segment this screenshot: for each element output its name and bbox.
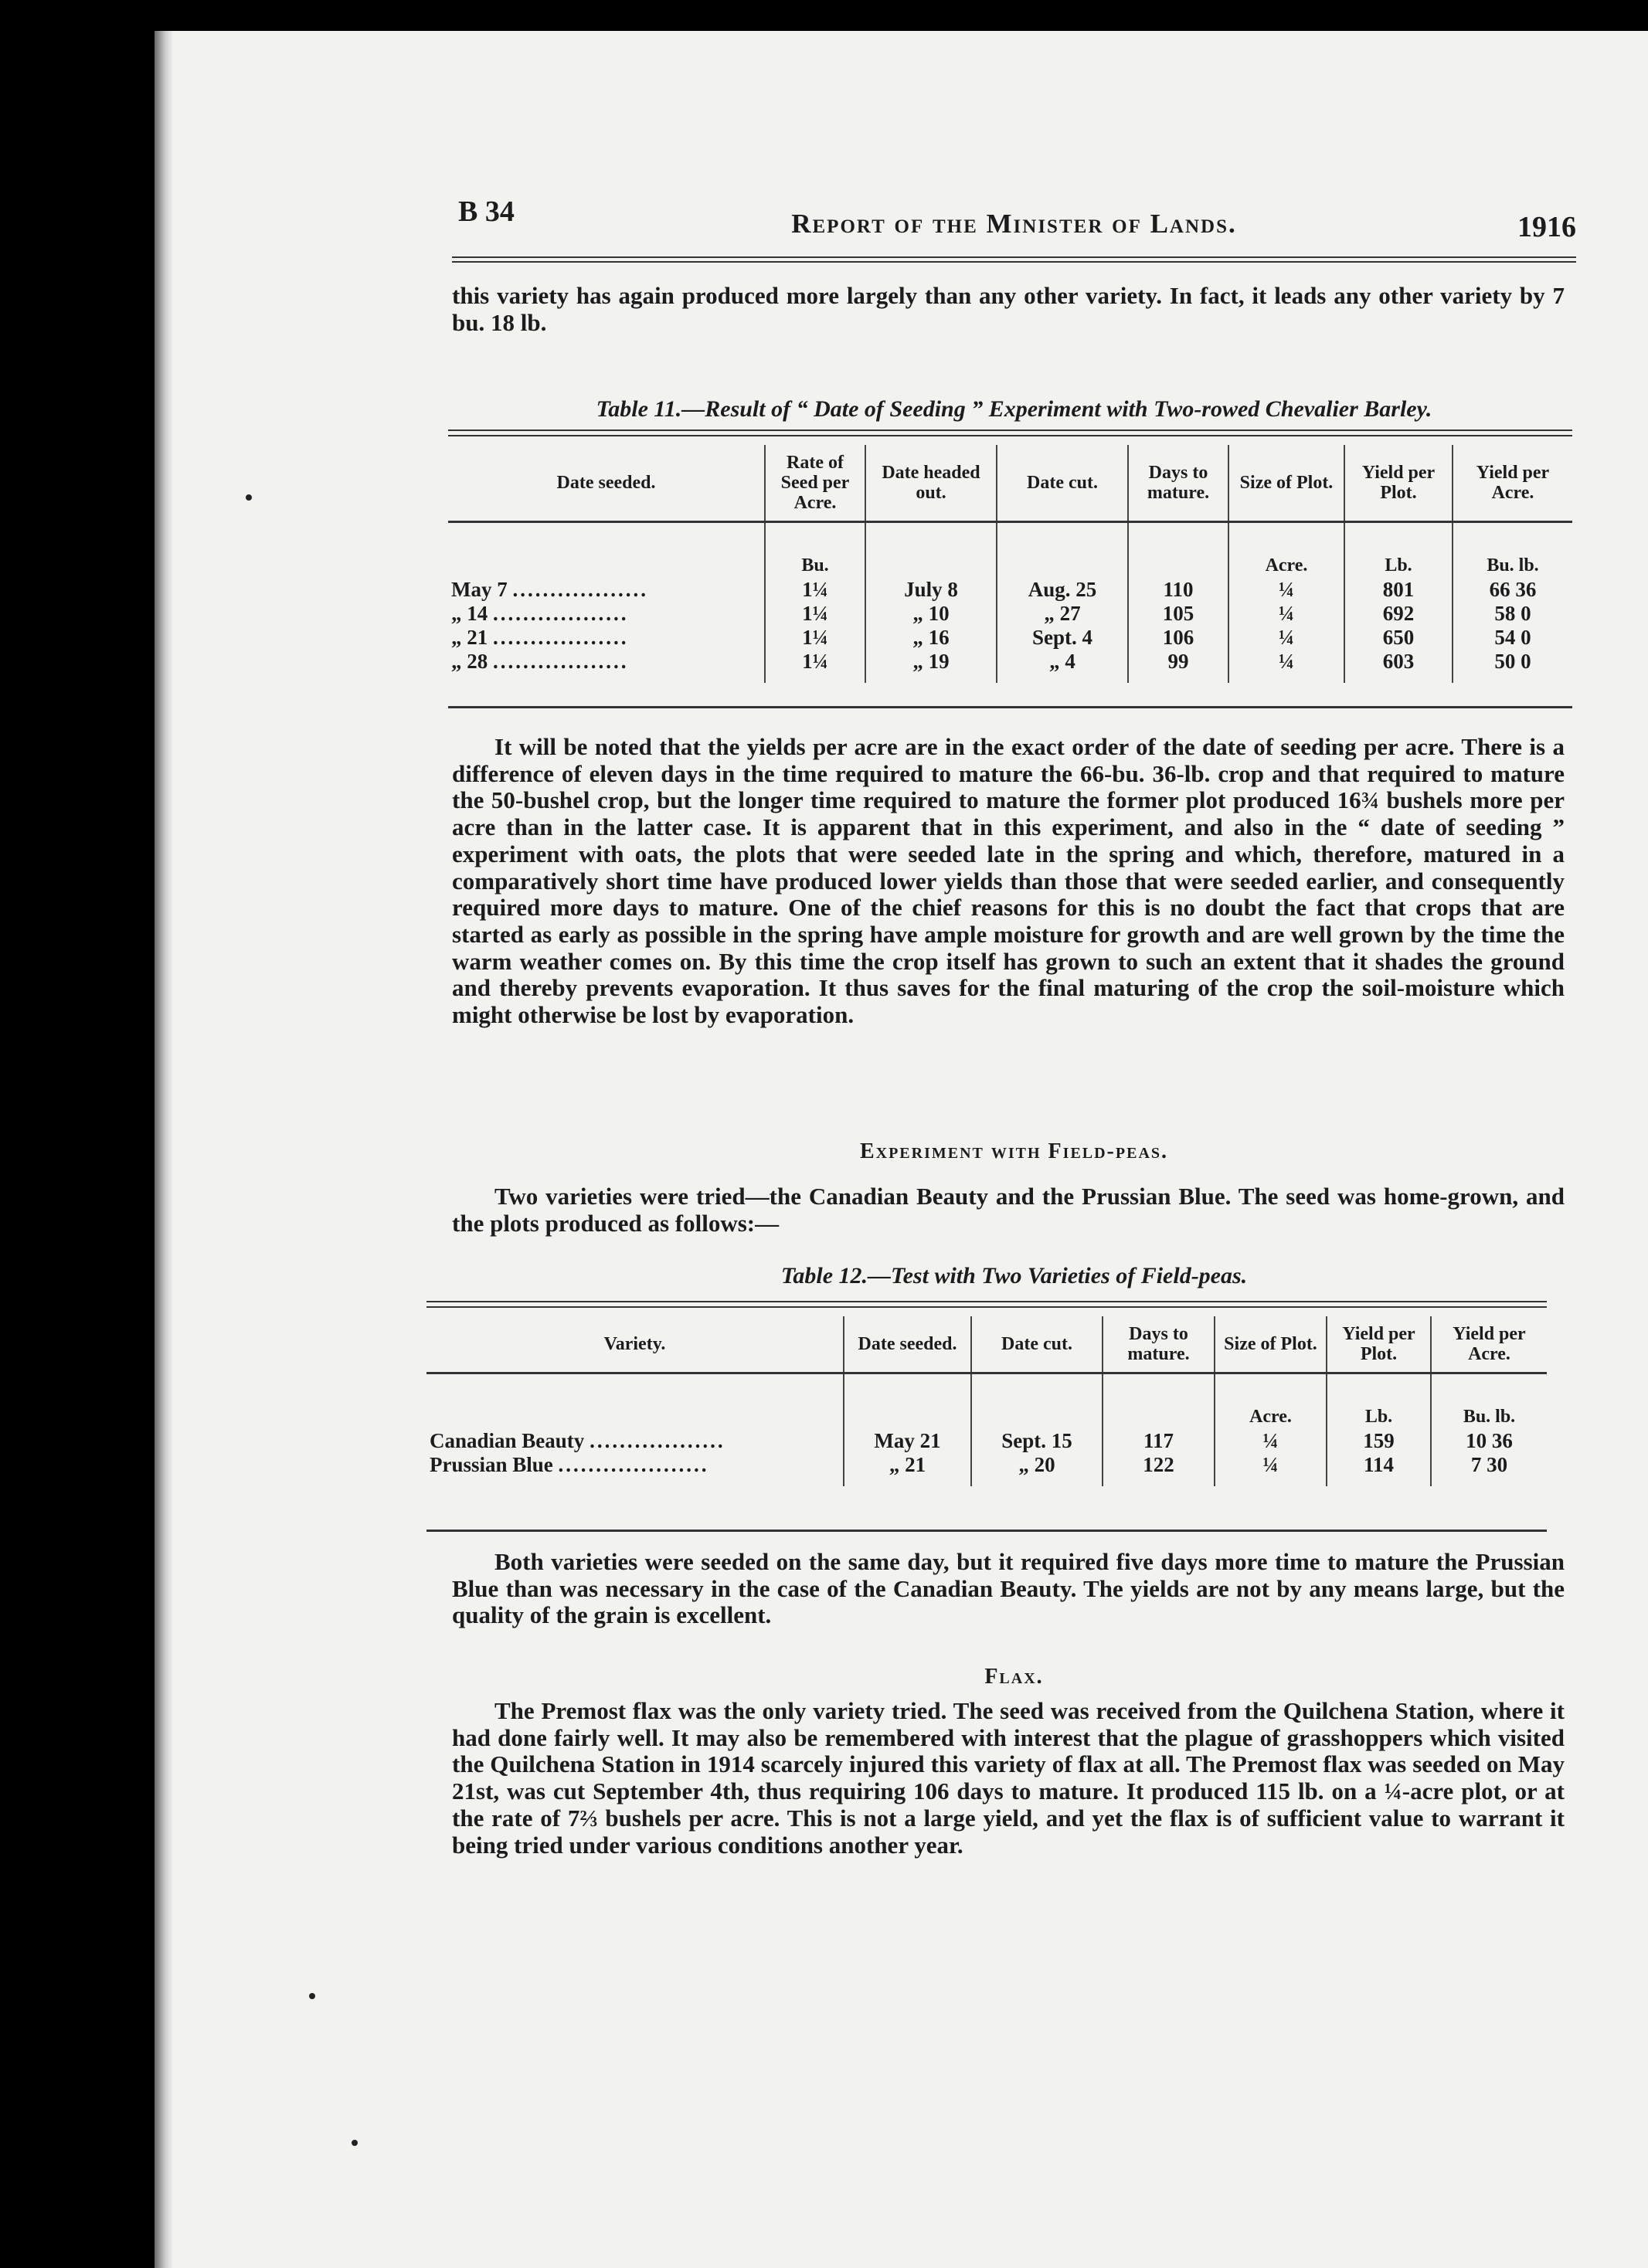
table-12-top-rule: [426, 1301, 1547, 1308]
table-12-cell: 114: [1327, 1453, 1431, 1486]
table-11-cell: 66 36: [1453, 578, 1572, 602]
table-12-unit: Acre.: [1215, 1373, 1327, 1430]
table-11-cell: ¼: [1228, 626, 1344, 650]
table-11-cell: 603: [1344, 650, 1453, 683]
table-12-unit: [426, 1373, 844, 1430]
table-11-cell: ¼: [1228, 602, 1344, 626]
table-11-cell: 1¼: [765, 626, 865, 650]
table-11-cell: 99: [1128, 650, 1228, 683]
page-reference: B 34: [458, 195, 515, 228]
table-12-unit: [971, 1373, 1103, 1430]
table-11-header: Yield per Plot.: [1344, 445, 1453, 522]
table-row: „ 14 .................. 1¼ „ 10 „ 27 105 ¼ 692 58 0: [448, 602, 1572, 626]
table-11-bottom-rule: [448, 706, 1572, 708]
table-11-header: Size of Plot.: [1228, 445, 1344, 522]
peas-paragraph: Two varieties were tried—the Canadian Beauty and the Prussian Blue. The seed was home-grown, and the plots produced as follows:—: [452, 1183, 1565, 1237]
table-11-cell: 50 0: [1453, 650, 1572, 683]
intro-paragraph: this variety has again produced more largely than any other variety. In fact, it leads any other variety by 7 bu. 18 lb.: [452, 282, 1565, 336]
table-row: Prussian Blue .................... „ 21 „ 20 122 ¼ 114 7 30: [426, 1453, 1547, 1486]
table-12-header: Yield per Plot.: [1327, 1316, 1431, 1373]
table-11-cell: ¼: [1228, 650, 1344, 683]
table-12-cell: „ 20: [971, 1453, 1103, 1486]
table-11-cell: 1¼: [765, 650, 865, 683]
table-12-header-row: [426, 1316, 1547, 1373]
table-11-top-rule: [448, 429, 1572, 436]
table-11-unit: Bu. lb.: [1453, 522, 1572, 579]
table-row: May 7 .................. 1¼ July 8 Aug. 25 110 ¼ 801 66 36: [448, 578, 1572, 602]
table-12-cell: 159: [1327, 1429, 1431, 1453]
table-11-header: Yield per Acre.: [1453, 445, 1572, 522]
flax-paragraph: The Premost flax was the only variety tried. The seed was received from the Quilchena Station, where it had done fairly well. It may also be remembered with interest that the plague of grasshoppers which visited the Quilchena Station in 1914 scarcely injured this variety of flax at all. The Premost flax was seeded on May 21st, was cut September 4th, thus requiring 106 days to mature. It produced 115 lb. on a ¼-acre plot, or at the rate of 7⅔ bushels per acre. This is not a large yield, and yet the flax is of sufficient value to warrant it being tried under various conditions another year.: [452, 1697, 1565, 1859]
table-11-cell: 692: [1344, 602, 1453, 626]
table-11-cell: „ 10: [865, 602, 997, 626]
table-12-cell: 10 36: [1431, 1429, 1547, 1453]
table-11-unit: Lb.: [1344, 522, 1453, 579]
table-11-unit: Acre.: [1228, 522, 1344, 579]
table-12-unit: [844, 1373, 971, 1430]
table-12-unit: Bu. lb.: [1431, 1373, 1547, 1430]
table-12-header: Days to mature.: [1103, 1316, 1215, 1373]
table-11-header: Date headed out.: [865, 445, 997, 522]
table-12-cell: Prussian Blue: [430, 1453, 553, 1476]
table-11-cell: „ 27: [997, 602, 1128, 626]
table-11-cell: 1¼: [765, 578, 865, 602]
table-12-header: Date cut.: [971, 1316, 1103, 1373]
header-year: 1916: [1517, 211, 1576, 243]
table-12-header: Date seeded.: [844, 1316, 971, 1373]
peas-result-paragraph: Both varieties were seeded on the same day, but it required five days more time to mature the Prussian Blue than was necessary in the case of the Canadian Beauty. The yields are not by any means large, but the quality of the grain is excellent.: [452, 1548, 1565, 1629]
table-12-unit: [1103, 1373, 1215, 1430]
table-11-cell: 54 0: [1453, 626, 1572, 650]
table-11-cell: 110: [1128, 578, 1228, 602]
table-12-header: Yield per Acre.: [1431, 1316, 1547, 1373]
table-12-bottom-rule: [426, 1530, 1547, 1532]
table-12-cell: 122: [1103, 1453, 1215, 1486]
table-11-cell: 801: [1344, 578, 1453, 602]
table-11-unit: [1128, 522, 1228, 579]
table-11-caption: Table 11.—Result of “ Date of Seeding ” Experiment with Two-rowed Chevalier Barley.: [596, 396, 1432, 422]
table-11-cell: „ 4: [997, 650, 1128, 683]
table-11-units-row: [448, 522, 1572, 579]
table-row: „ 28 .................. 1¼ „ 19 „ 4 99 ¼ 603 50 0: [448, 650, 1572, 683]
header-rule: [452, 256, 1576, 263]
table-11-cell: „ 16: [865, 626, 997, 650]
table-12-cell: ¼: [1215, 1429, 1327, 1453]
table-11-cell: 105: [1128, 602, 1228, 626]
table-11-unit: Bu.: [765, 522, 865, 579]
table-11-cell: „ 28: [451, 650, 488, 673]
scan-speck: [246, 494, 252, 501]
table-12-units-row: [426, 1373, 1547, 1430]
table-11-header: Days to mature.: [1128, 445, 1228, 522]
table-11-header: Date cut.: [997, 445, 1128, 522]
table-11-cell: „ 14: [451, 602, 488, 625]
section-heading-flax: Flax.: [984, 1665, 1044, 1689]
table-12-caption: Table 12.—Test with Two Varieties of Field-peas.: [780, 1263, 1248, 1288]
table-11-cell: July 8: [865, 578, 997, 602]
table-11-header: Rate of Seed per Acre.: [765, 445, 865, 522]
scan-speck: [309, 1993, 315, 1999]
table-11-cell: Sept. 4: [997, 626, 1128, 650]
table-11-cell: ¼: [1228, 578, 1344, 602]
section-heading-field-peas: Experiment with Field-peas.: [859, 1139, 1169, 1163]
table-11-cell: 106: [1128, 626, 1228, 650]
table-11-header-row: [448, 445, 1572, 522]
table-12: [426, 1316, 1547, 1486]
table-12-cell: ¼: [1215, 1453, 1327, 1486]
scan-speck: [352, 2140, 358, 2146]
dates-paragraph: It will be noted that the yields per acre are in the exact order of the date of seeding per acre. There is a difference of eleven days in the time required to mature the 66-bu. 36-lb. crop and that required to mature the 50-bushel crop, but the longer time required to mature the former plot produced 16¾ bushels more per acre than in the latter case. It is apparent that in this experiment, and also in the “ date of seeding ” experiment with oats, the plots that were seeded late in the spring and which, therefore, matured in a comparatively short time have produced lower yields than those that were seeded earlier, and consequently required more days to mature. One of the chief reasons for this is no doubt the fact that crops that are started as early as possible in the spring have ample moisture for growth and are well grown by the time the warm weather comes on. By this time the crop itself has grown to such an extent that it shades the ground and thereby prevents evaporation. It thus saves for the final maturing of the crop the soil-moisture which might otherwise be lost by evaporation.: [452, 733, 1565, 1029]
table-11-cell: 58 0: [1453, 602, 1572, 626]
table-11-unit: [865, 522, 997, 579]
table-11-cell: „ 21: [451, 626, 488, 649]
table-11: [448, 445, 1572, 683]
running-title: Report of the Minister of Lands.: [791, 209, 1237, 239]
table-12-cell: 7 30: [1431, 1453, 1547, 1486]
table-11-unit: [997, 522, 1128, 579]
table-12-header: Size of Plot.: [1215, 1316, 1327, 1373]
table-11-unit: [448, 522, 765, 579]
table-11-cell: 650: [1344, 626, 1453, 650]
table-12-cell: Sept. 15: [971, 1429, 1103, 1453]
table-row: Canadian Beauty .................. May 21 Sept. 15 117 ¼ 159 10 36: [426, 1429, 1547, 1453]
page-header: [452, 195, 1576, 256]
table-11-cell: „ 19: [865, 650, 997, 683]
table-11-header: Date seeded.: [448, 445, 765, 522]
table-12-cell: May 21: [844, 1429, 971, 1453]
table-12-cell: Canadian Beauty: [430, 1429, 585, 1452]
table-row: „ 21 .................. 1¼ „ 16 Sept. 4 106 ¼ 650 54 0: [448, 626, 1572, 650]
table-11-cell: Aug. 25: [997, 578, 1128, 602]
table-12-cell: „ 21: [844, 1453, 971, 1486]
table-11-cell: May 7: [451, 578, 508, 601]
table-12-cell: 117: [1103, 1429, 1215, 1453]
table-12-unit: Lb.: [1327, 1373, 1431, 1430]
table-12-header: Variety.: [426, 1316, 844, 1373]
table-11-cell: 1¼: [765, 602, 865, 626]
